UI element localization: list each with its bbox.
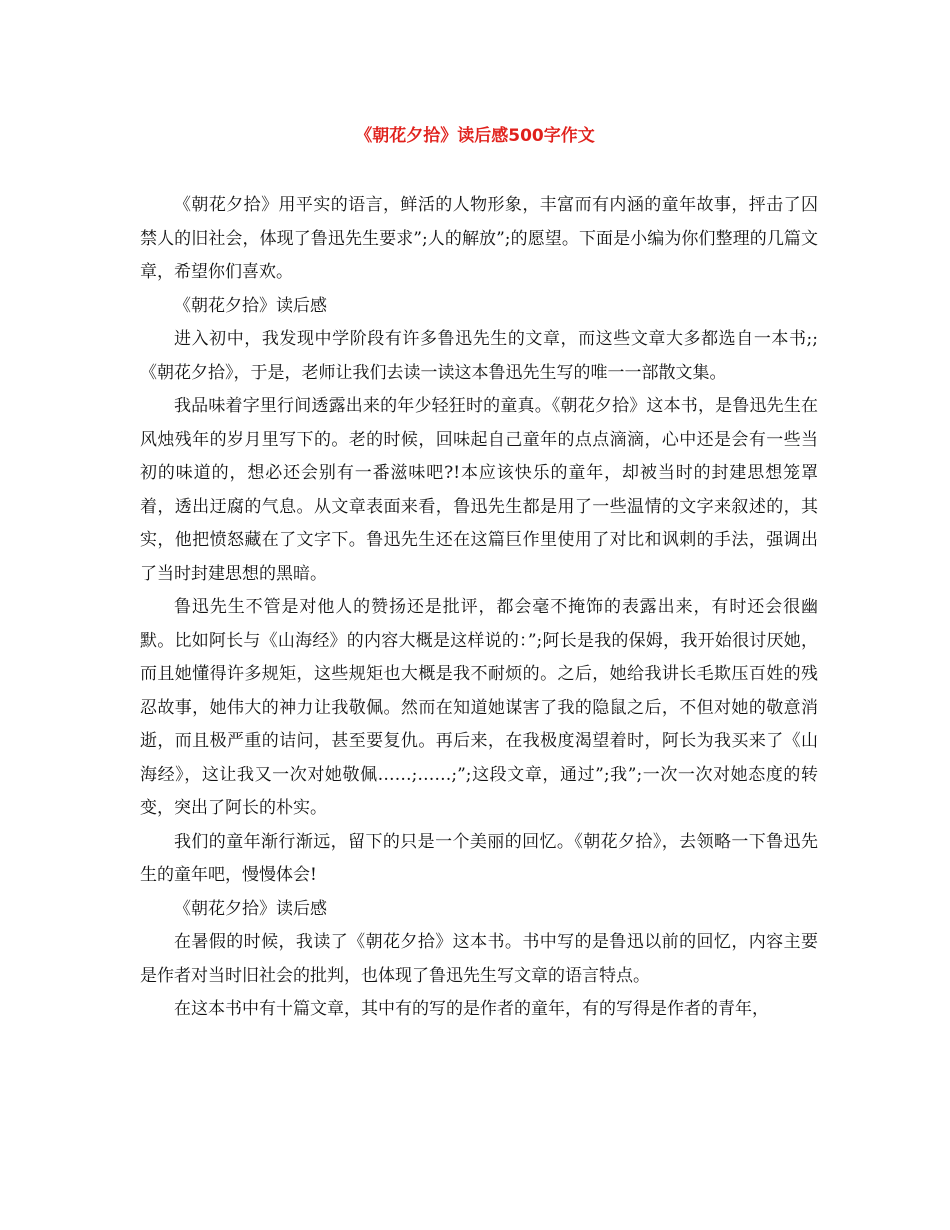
document-title: 《朝花夕拾》读后感500字作文 xyxy=(355,126,595,146)
paragraph: 在这本书中有十篇文章，其中有的写的是作者的童年，有的写得是作者的青年， xyxy=(174,999,769,1019)
paragraph: 进入初中，我发现中学阶段有许多鲁迅先生的文章，而这些文章大多都选自一本书;;《朝花夕拾》，于是，老师让我们去读一读这本鲁迅先生写的唯一一部散文集。 xyxy=(140,329,818,383)
section-heading: 《朝花夕拾》读后感 xyxy=(174,898,327,919)
paragraph: 鲁迅先生不管是对他人的赞扬还是批评，都会毫不掩饰的表露出来，有时还会很幽默。比如阿长与《山海经》的内容大概是这样说的：”;阿长是我的保姆，我开始很讨厌她，而且她懂得许多规矩，这些规矩也大概是我不耐烦的。之后，她给我讲长毛欺压百姓的残忍故事，她伟大的神力让我敬佩。然而在知道她谋害了我的隐鼠之后，不但对她的敬意消逝，而且极严重的诘问，甚至要复仇。再后来，在我极度渴望着时，阿长为我买来了《山海经》，这让我又一次对她敬佩……;……;”;这段文章，通过”;我”;一次一次对她态度的转变，突出了阿长的朴实。 xyxy=(140,597,818,818)
section-heading: 《朝花夕拾》读后感 xyxy=(174,295,327,316)
paragraph-intro: 《朝花夕拾》用平实的语言，鲜活的人物形象，丰富而有内涵的童年故事，抨击了囚禁人的旧社会，体现了鲁迅先生要求”;人的解放”;的愿望。下面是小编为你们整理的几篇文章，希望你们喜欢。 xyxy=(140,195,818,282)
paragraph: 在暑假的时候，我读了《朝花夕拾》这本书。书中写的是鲁迅以前的回忆，内容主要是作者对当时旧社会的批判，也体现了鲁迅先生写文章的语言特点。 xyxy=(140,932,818,986)
paragraph: 我品味着字里行间透露出来的年少轻狂时的童真。《朝花夕拾》这本书，是鲁迅先生在风烛残年的岁月里写下的。老的时候，回味起自己童年的点点滴滴，心中还是会有一些当初的味道的，想必还会别有一番滋味吧?!本应该快乐的童年，却被当时的封建思想笼罩着，透出迂腐的气息。从文章表面来看，鲁迅先生都是用了一些温情的文字来叙述的，其实，他把愤怒藏在了文字下。鲁迅先生还在这篇巨作里使用了对比和讽刺的手法，强调出了当时封建思想的黑暗。 xyxy=(140,396,818,584)
document-body xyxy=(140,189,818,1027)
paragraph: 我们的童年渐行渐远，留下的只是一个美丽的回忆。《朝花夕拾》，去领略一下鲁迅先生的童年吧，慢慢体会! xyxy=(140,831,818,885)
